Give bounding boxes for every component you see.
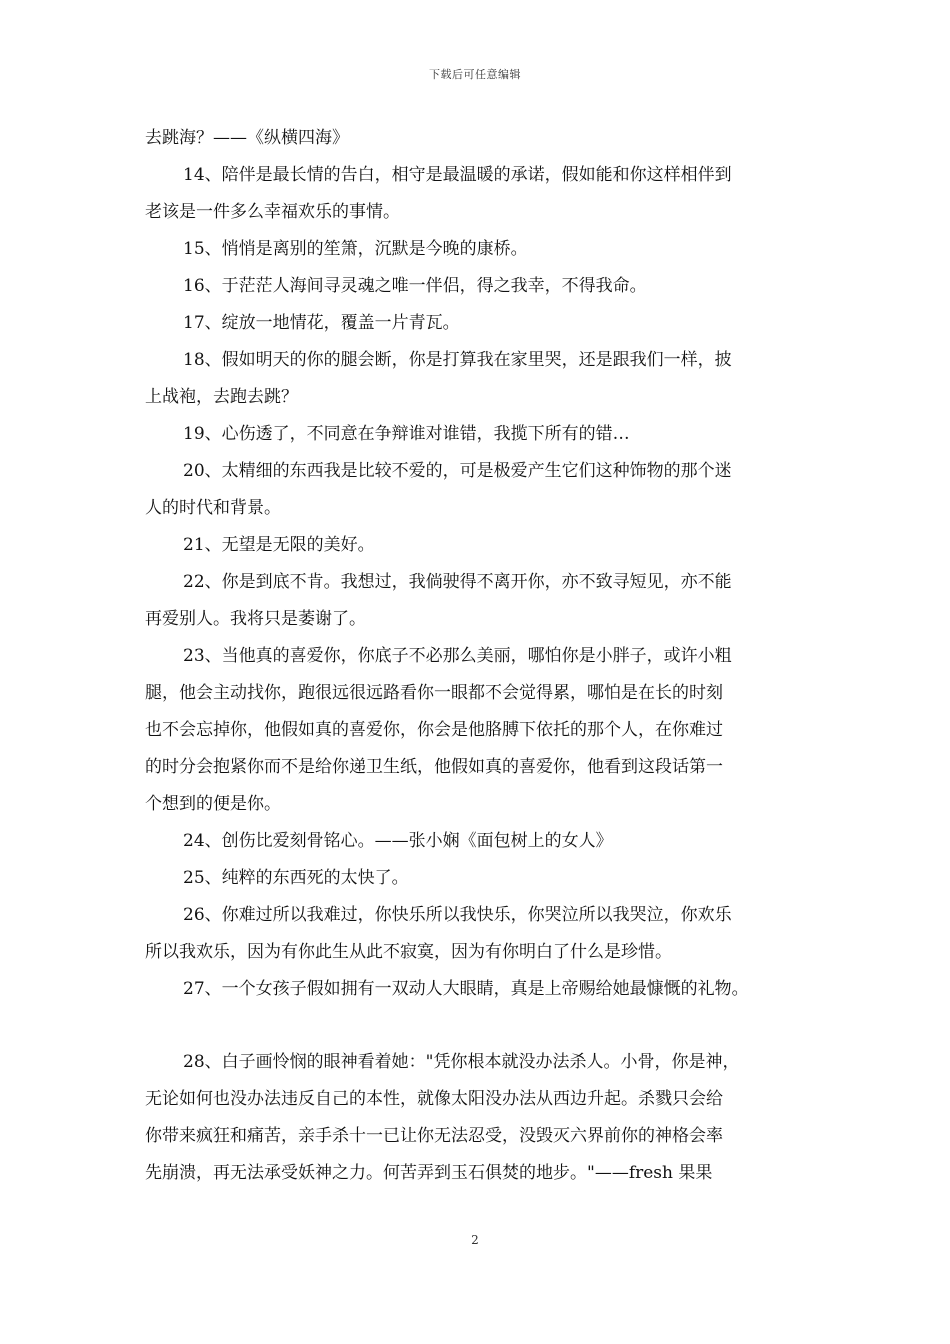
paragraph-line: 26、你难过所以我难过，你快乐所以我快乐，你哭泣所以我哭泣，你欢乐 — [183, 905, 732, 925]
paragraph-p25 — [145, 860, 810, 897]
paragraph-line: 个想到的便是你。 — [145, 794, 281, 814]
paragraph-line: 14、陪伴是最长情的告白，相守是最温暖的承诺，假如能和你这样相伴到 — [183, 165, 732, 185]
paragraph-p23 — [145, 638, 810, 823]
paragraph-line: 也不会忘掉你，他假如真的喜爱你，你会是他胳膊下依托的那个人，在你难过 — [145, 720, 723, 740]
paragraph-line: 人的时代和背景。 — [145, 498, 281, 518]
paragraph-line: 再爱别人。我将只是萎谢了。 — [145, 609, 366, 629]
document-body — [145, 120, 810, 1192]
page-header: 下载后可任意编辑 — [429, 68, 521, 81]
paragraph-line: 21、无望是无限的美好。 — [183, 535, 375, 555]
paragraph-line: 无论如何也没办法违反自己的本性，就像太阳没办法从西边升起。杀戮只会给 — [145, 1089, 723, 1109]
paragraph-line: 17、绽放一地情花，覆盖一片青瓦。 — [183, 313, 460, 333]
paragraph-p24 — [145, 823, 810, 860]
paragraph-p19 — [145, 416, 810, 453]
paragraph-line: 去跳海？——《纵横四海》 — [145, 128, 349, 148]
paragraph-p18 — [145, 342, 810, 416]
paragraph-line: 先崩溃，再无法承受妖神之力。何苦弄到玉石俱焚的地步。"——fresh 果果 — [145, 1163, 713, 1183]
paragraph-p26 — [145, 897, 810, 971]
paragraph-p22 — [145, 564, 810, 638]
paragraph-line: 腿，他会主动找你，跑很远很远路看你一眼都不会觉得累，哪怕是在长的时刻 — [145, 683, 723, 703]
paragraph-line: 23、当他真的喜爱你，你底子不必那么美丽，哪怕你是小胖子，或许小粗 — [183, 646, 732, 666]
paragraph-p16 — [145, 268, 810, 305]
paragraph-line: 28、白子画怜悯的眼神看着她："凭你根本就没办法杀人。小骨，你是神， — [183, 1052, 740, 1072]
paragraph-line: 25、纯粹的东西死的太快了。 — [183, 868, 409, 888]
paragraph-line: 16、于茫茫人海间寻灵魂之唯一伴侣，得之我幸，不得我命。 — [183, 276, 647, 296]
paragraph-line: 你带来疯狂和痛苦，亲手杀十一已让你无法忍受，没毁灭六界前你的神格会率 — [145, 1126, 723, 1146]
paragraph-line: 19、心伤透了，不同意在争辩谁对谁错，我揽下所有的错… — [183, 424, 630, 444]
paragraph-line: 所以我欢乐，因为有你此生从此不寂寞，因为有你明白了什么是珍惜。 — [145, 942, 672, 962]
paragraph-p14 — [145, 157, 810, 231]
paragraph-p20 — [145, 453, 810, 527]
paragraph-line: 15、悄悄是离别的笙箫，沉默是今晚的康桥。 — [183, 239, 528, 259]
paragraph-line: 的时分会抱紧你而不是给你递卫生纸，他假如真的喜爱你，他看到这段话第一 — [145, 757, 723, 777]
paragraph-line: 上战袍，去跑去跳？ — [145, 387, 298, 407]
paragraph-p21 — [145, 527, 810, 564]
paragraph-line: 18、假如明天的你的腿会断，你是打算我在家里哭，还是跟我们一样，披 — [183, 350, 732, 370]
paragraph-line: 27、一个女孩子假如拥有一双动人大眼睛，真是上帝赐给她最慷慨的礼物。 — [183, 979, 749, 999]
paragraph-line: 20、太精细的东西我是比较不爱的，可是极爱产生它们这种饰物的那个迷 — [183, 461, 732, 481]
paragraph-line: 24、创伤比爱刻骨铭心。——张小娴《面包树上的女人》 — [183, 831, 613, 851]
paragraph-p17 — [145, 305, 810, 342]
paragraph-line: 22、你是到底不肯。我想过，我倘驶得不离开你，亦不致寻短见，亦不能 — [183, 572, 732, 592]
paragraph-p13-tail — [145, 120, 810, 157]
paragraph-p27 — [145, 971, 810, 1008]
paragraph-p15 — [145, 231, 810, 268]
paragraph-p28 — [145, 1044, 810, 1192]
paragraph-gap — [145, 1008, 810, 1044]
page-number: 2 — [471, 1233, 479, 1247]
paragraph-line: 老该是一件多么幸福欢乐的事情。 — [145, 202, 400, 222]
